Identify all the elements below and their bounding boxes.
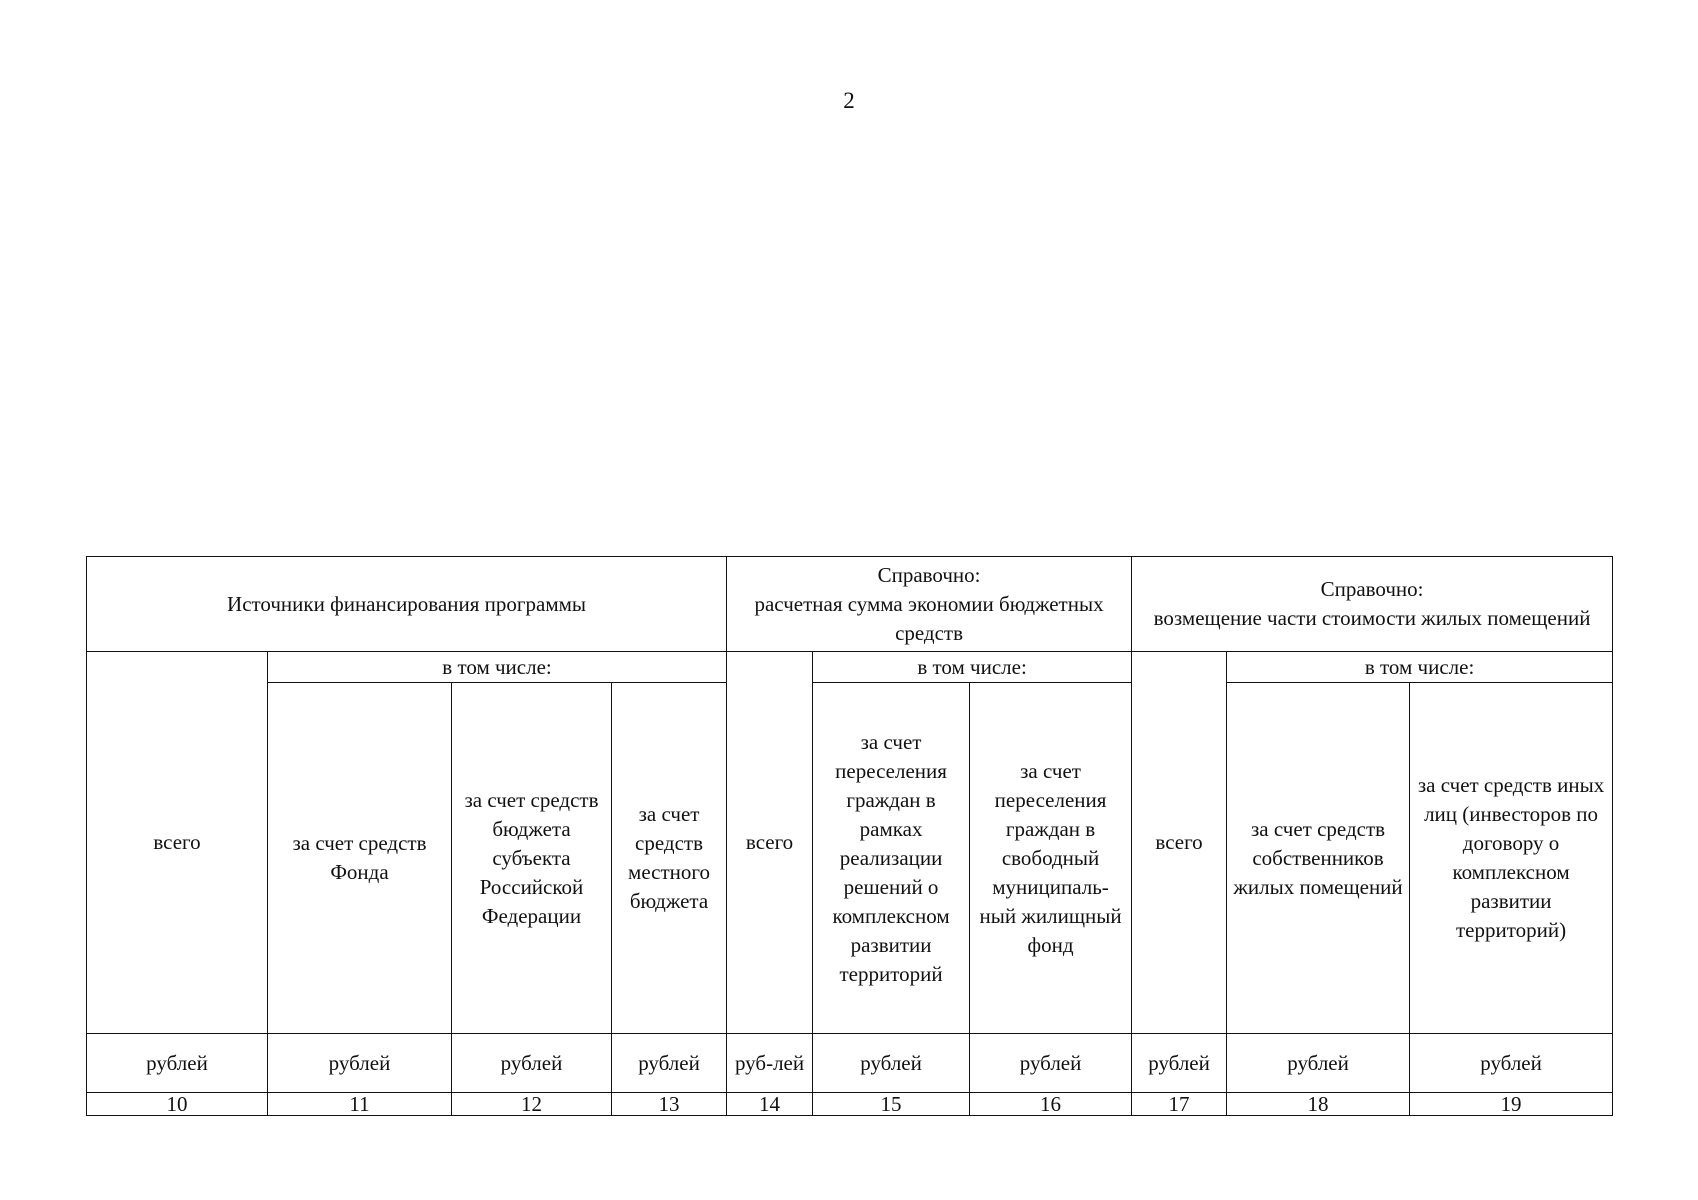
column-number: 19 <box>1410 1093 1613 1116</box>
column-number: 16 <box>970 1093 1132 1116</box>
column-number: 11 <box>268 1093 452 1116</box>
column-number: 15 <box>813 1093 970 1116</box>
unit-cell: рублей <box>1227 1034 1410 1093</box>
compensation-ref-label: Справочно: <box>1320 577 1424 601</box>
col-label-10: всего <box>87 652 268 1034</box>
column-number: 10 <box>87 1093 268 1116</box>
column-number: 13 <box>612 1093 727 1116</box>
unit-cell: рублей <box>1410 1034 1613 1093</box>
financing-table <box>86 556 1613 1116</box>
page-number: 2 <box>843 88 855 113</box>
col-label-12: за счет средств бюджета субъекта Российской Федерации <box>452 683 612 1034</box>
col-label-16: за счет переселения граждан в свободный муниципаль-ный жилищный фонд <box>970 683 1132 1034</box>
unit-row <box>87 1034 1613 1093</box>
column-description-row <box>87 683 1613 1034</box>
unit-cell: рублей <box>268 1034 452 1093</box>
column-number-row <box>87 1093 1613 1116</box>
group-header-row <box>87 557 1613 652</box>
unit-cell: рублей <box>87 1034 268 1093</box>
sub-header-compensation: в том числе: <box>1227 652 1613 683</box>
col-label-14: всего <box>727 652 813 1034</box>
compensation-title: возмещение части стоимости жилых помещений <box>1153 606 1591 630</box>
unit-cell: рублей <box>970 1034 1132 1093</box>
unit-cell: рублей <box>813 1034 970 1093</box>
col-label-11: за счет средств Фонда <box>268 683 452 1034</box>
economy-ref-label: Справочно: <box>877 562 981 587</box>
group-header-economy <box>727 557 1132 652</box>
economy-title: расчетная сумма экономии бюджетных средств <box>754 591 1104 645</box>
unit-cell: руб-лей <box>727 1034 813 1093</box>
group-header-sources: Источники финансирования программы <box>87 557 727 652</box>
column-number: 18 <box>1227 1093 1410 1116</box>
group-header-compensation <box>1132 557 1613 652</box>
unit-cell: рублей <box>612 1034 727 1093</box>
unit-cell: рублей <box>452 1034 612 1093</box>
column-number: 17 <box>1132 1093 1227 1116</box>
col-label-13: за счет средств местного бюджета <box>612 683 727 1034</box>
col-label-19: за счет средств иных лиц (инвесторов по договору о комплексном развитии территорий) <box>1410 683 1613 1034</box>
sub-header-economy: в том числе: <box>813 652 1132 683</box>
col-label-18: за счет средств собственников жилых помещений <box>1227 683 1410 1034</box>
column-number: 12 <box>452 1093 612 1116</box>
unit-cell: рублей <box>1132 1034 1227 1093</box>
col-label-17: всего <box>1132 652 1227 1034</box>
sub-header-sources: в том числе: <box>268 652 727 683</box>
sub-header-row <box>87 652 1613 683</box>
col-label-15: за счет переселения граждан в рамках реализации решений о комплексном развитии территорий <box>813 683 970 1034</box>
column-number: 14 <box>727 1093 813 1116</box>
